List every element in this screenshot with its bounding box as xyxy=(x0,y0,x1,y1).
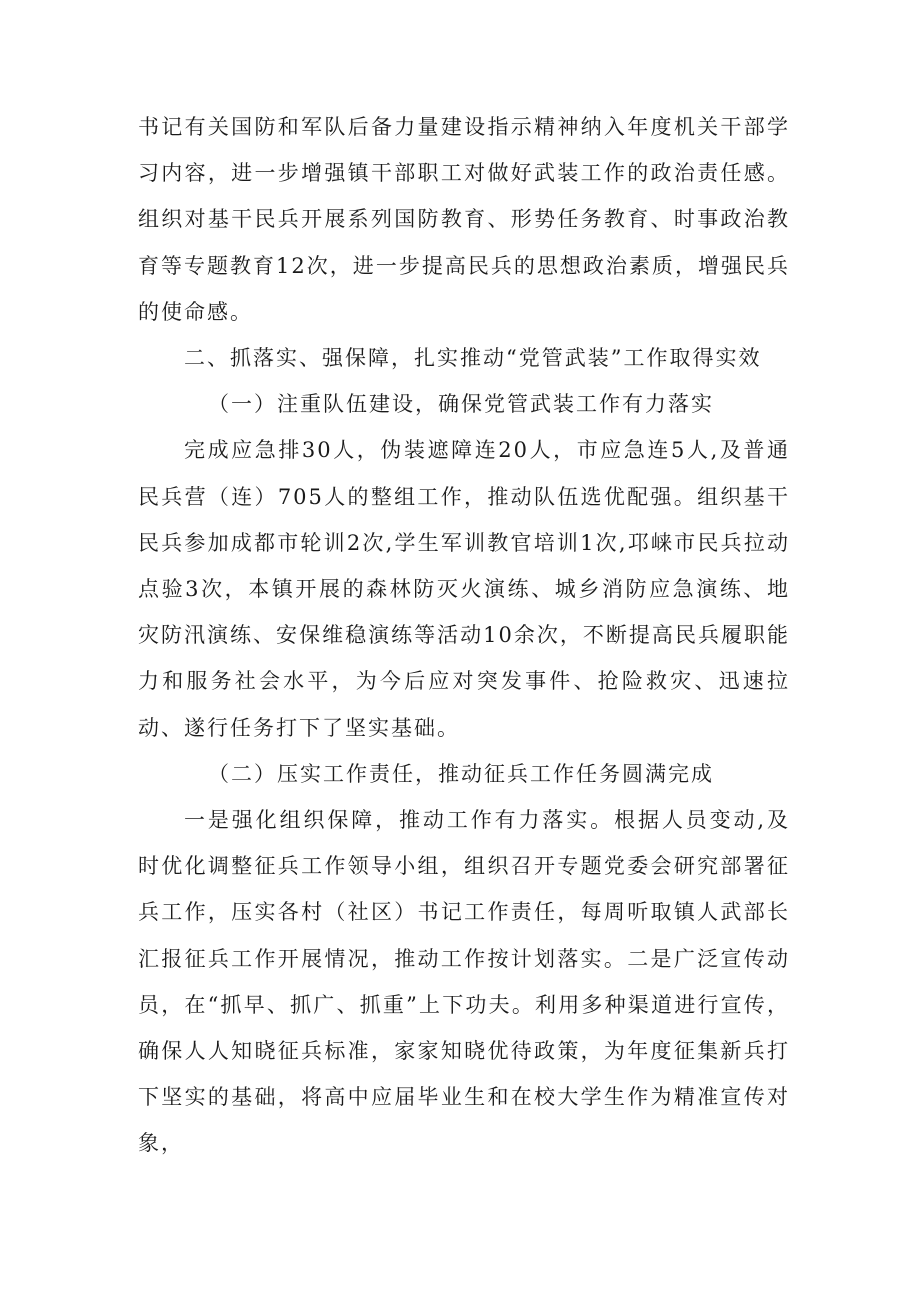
document-body xyxy=(138,104,790,1167)
section-heading-2: 二、抓落实、强保障，扎实推动“党管武装”工作取得实效 xyxy=(184,346,762,371)
subsection-heading-1: （一）注重队伍建设，确保党管武装工作有力落实 xyxy=(208,392,714,417)
subsection-heading-2: （二）压实工作责任，推动征兵工作任务圆满完成 xyxy=(208,761,714,786)
paragraph-defense-education: 书记有关国防和军队后备力量建设指示精神纳入年度机关干部学习内容，进一步增强镇干部职工对做好武装工作的政治责任感。组织对基干民兵开展系列国防教育、形势任务教育、时事政治教育等专题教育12次，进一步提高民兵的思想政治素质，增强民兵的使命感。 xyxy=(138,115,790,324)
paragraph-conscription-work: 一是强化组织保障，推动工作有力落实。根据人员变动,及时优化调整征兵工作领导小组，组织召开专题党委会研究部署征兵工作，压实各村（社区）书记工作责任，每周听取镇人武部长汇报征兵工作开展情况，推动工作按计划落实。二是广泛宣传动员，在“抓早、抓广、抓重”上下功夫。利用多种渠道进行宣传，确保人人知晓征兵标准，家家知晓优待政策，为年度征集新兵打下坚实的基础，将高中应届毕业生和在校大学生作为精准宣传对象， xyxy=(138,808,790,1156)
paragraph-militia-organization: 完成应急排30人，伪装遮障连20人，市应急连5人,及普通民兵营（连）705人的整组工作，推动队伍选优配强。组织基干民兵参加成都市轮训2次,学生军训教官培训1次,邛崃市民兵拉动点验3次，本镇开展的森林防灭火演练、城乡消防应急演练、地灾防汛演练、安保维稳演练等活动10余次，不断提高民兵履职能力和服务社会水平，为今后应对突发事件、抢险救灾、迅速拉动、遂行任务打下了坚实基础。 xyxy=(138,438,790,740)
